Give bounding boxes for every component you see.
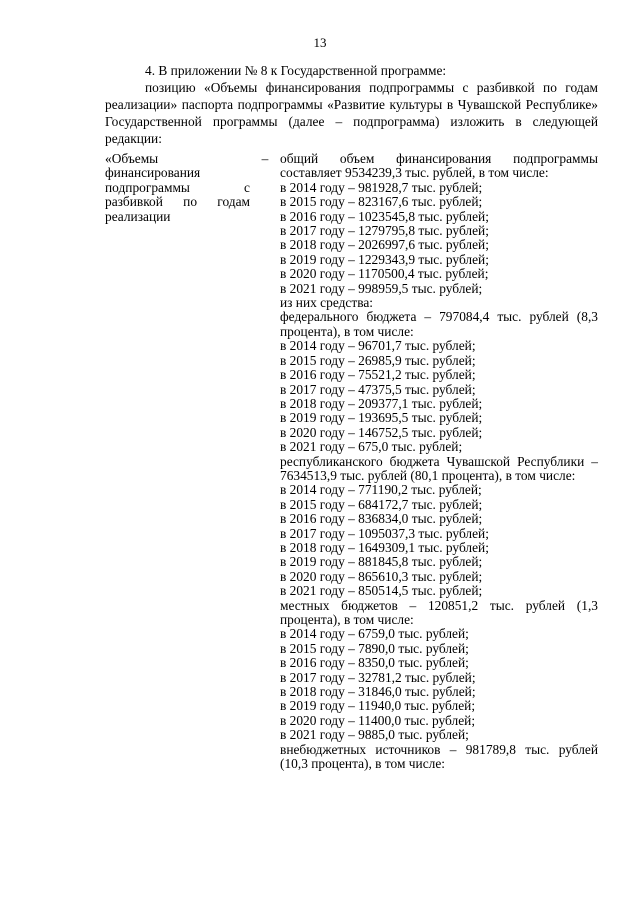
financing-line: в 2018 году – 1649309,1 тыс. рублей; <box>280 539 489 555</box>
financing-line: в 2020 году – 11400,0 тыс. рублей; <box>280 712 476 728</box>
financing-line: в 2021 году – 675,0 тыс. рублей; <box>280 439 463 455</box>
financing-table <box>105 152 598 771</box>
financing-line: в 2021 году – 850514,5 тыс. рублей; <box>280 583 483 599</box>
financing-line: в 2020 году – 1170500,4 тыс. рублей; <box>280 266 489 282</box>
financing-line: в 2017 году – 32781,2 тыс. рублей; <box>280 669 476 685</box>
financing-line: в 2019 году – 1229343,9 тыс. рублей; <box>280 251 489 267</box>
financing-line: в 2018 году – 209377,1 тыс. рублей; <box>280 395 483 411</box>
financing-line: в 2021 году – 9885,0 тыс. рублей; <box>280 727 469 743</box>
financing-line: в 2019 году – 193695,5 тыс. рублей; <box>280 410 483 426</box>
financing-details <box>280 152 598 771</box>
financing-line: в 2015 году – 7890,0 тыс. рублей; <box>280 640 469 656</box>
financing-line: в 2020 году – 146752,5 тыс. рублей; <box>280 424 483 440</box>
financing-line: в 2017 году – 1095037,3 тыс. рублей; <box>280 525 489 541</box>
table-dash: – <box>261 151 269 166</box>
page-number: 13 <box>313 35 327 50</box>
financing-line: внебюджетных источников – 981789,8 тыс. рублей (10,3 процента), в том числе: <box>280 741 598 772</box>
financing-line: в 2018 году – 31846,0 тыс. рублей; <box>280 684 476 700</box>
financing-line: в 2017 году – 1279795,8 тыс. рублей; <box>280 223 489 239</box>
financing-line: в 2019 году – 11940,0 тыс. рублей; <box>280 698 476 714</box>
financing-line: в 2017 году – 47375,5 тыс. рублей; <box>280 381 476 397</box>
intro-section <box>105 62 598 147</box>
financing-line: общий объем финансирования подпрограммы составляет 9534239,3 тыс. рублей, в том числе: <box>280 151 598 181</box>
financing-line: республиканского бюджета Чувашской Республики – 7634513,9 тыс. рублей (80,1 процента), в том числе: <box>280 453 598 483</box>
financing-line: из них средства: <box>280 295 374 311</box>
financing-label: «Объемы финансирования подпрограммы с разбивкой по годам реализации <box>105 151 250 224</box>
financing-line: местных бюджетов – 120851,2 тыс. рублей (1,3 процента), в том числе: <box>280 597 598 627</box>
intro-paragraph-1: 4. В приложении № 8 к Государственной программе: <box>145 63 447 78</box>
financing-line: в 2015 году – 26985,9 тыс. рублей; <box>280 352 476 368</box>
financing-line: в 2016 году – 1023545,8 тыс. рублей; <box>280 208 489 224</box>
financing-line: федерального бюджета – 797084,4 тыс. рублей (8,3 процента), в том числе: <box>280 309 598 339</box>
intro-paragraph-2: позицию «Объемы финансирования подпрограммы с разбивкой по годам реализации» паспорта подпрограммы «Развитие культуры в Чувашской Республике» Государственной программы (далее – подпрограмма) изложить в следующей редакции: <box>105 80 598 146</box>
financing-line: в 2021 году – 998959,5 тыс. рублей; <box>280 280 483 296</box>
financing-line: в 2015 году – 684172,7 тыс. рублей; <box>280 496 483 512</box>
financing-line: в 2014 году – 771190,2 тыс. рублей; <box>280 482 482 498</box>
financing-line: в 2014 году – 6759,0 тыс. рублей; <box>280 626 469 642</box>
financing-line: в 2014 году – 981928,7 тыс. рублей; <box>280 179 483 195</box>
financing-line: в 2016 году – 8350,0 тыс. рублей; <box>280 655 469 671</box>
financing-line: в 2016 году – 75521,2 тыс. рублей; <box>280 367 476 383</box>
financing-line: в 2020 году – 865610,3 тыс. рублей; <box>280 568 483 584</box>
financing-line: в 2016 году – 836834,0 тыс. рублей; <box>280 511 483 527</box>
financing-line: в 2018 году – 2026997,6 тыс. рублей; <box>280 237 489 253</box>
financing-line: в 2019 году – 881845,8 тыс. рублей; <box>280 554 483 570</box>
financing-line: в 2015 году – 823167,6 тыс. рублей; <box>280 194 483 210</box>
financing-line: в 2014 году – 96701,7 тыс. рублей; <box>280 338 476 354</box>
